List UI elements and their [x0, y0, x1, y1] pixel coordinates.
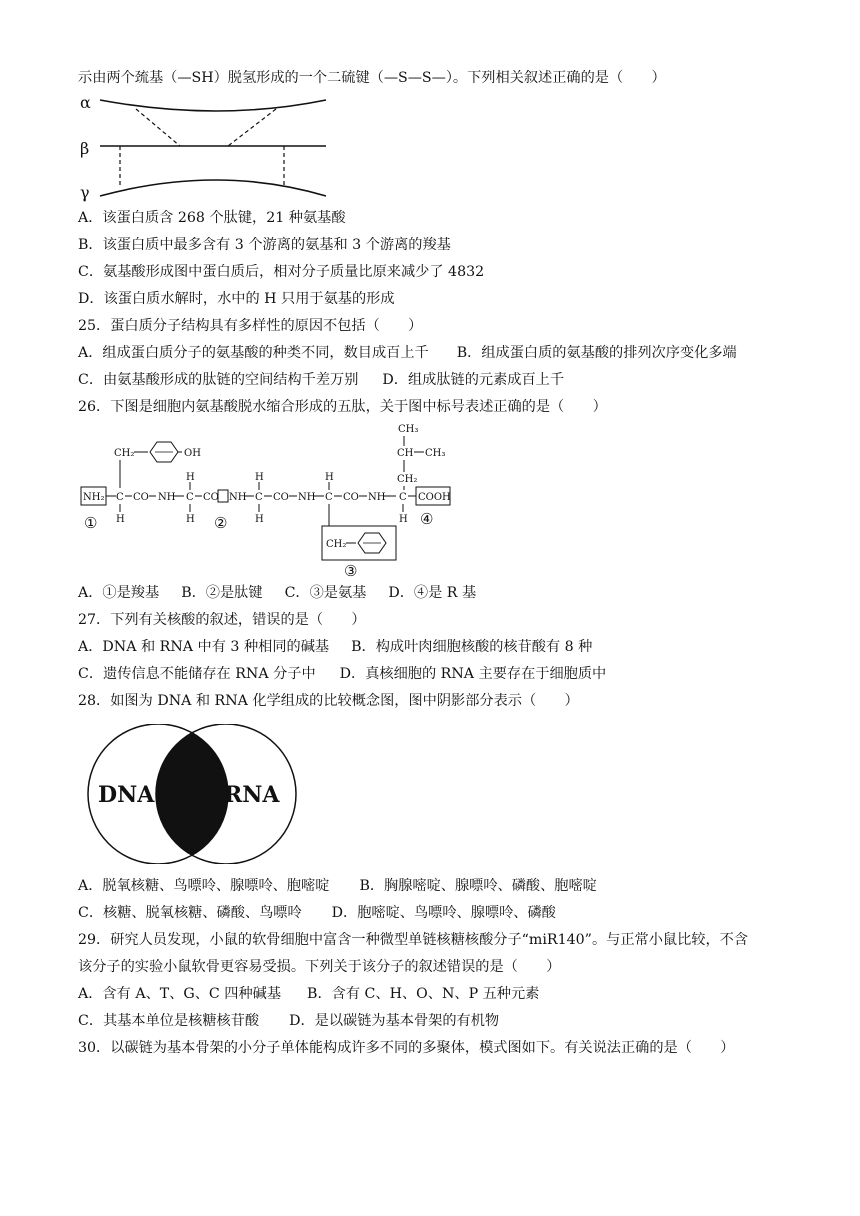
- ch2-label-last: CH₂: [397, 474, 418, 485]
- q30-stem: 30．以碳链为基本骨架的小分子单体能构成许多不同的多聚体，模式图如下。有关说法正确的是（ ）: [78, 1040, 735, 1056]
- venn-label-dna: DNA: [98, 782, 155, 808]
- nh-group: NH: [158, 492, 176, 503]
- chain-label-alpha: α: [80, 93, 91, 112]
- q27-option-a: A．DNA 和 RNA 中有 3 种相同的碱基: [78, 639, 330, 655]
- chain-label-beta: β: [80, 139, 90, 158]
- h-atom: H: [255, 472, 264, 483]
- q28-option-b: B．胸腺嘧啶、腺嘌呤、磷酸、胞嘧啶: [359, 878, 597, 894]
- q27-option-d: D．真核细胞的 RNA 主要存在于细胞质中: [339, 666, 607, 682]
- h-atom: H: [399, 514, 408, 525]
- alpha-carbon: C: [116, 492, 124, 503]
- q28-venn-diagram: [78, 724, 318, 864]
- h-atom: H: [325, 472, 334, 483]
- q28-options-row2: [78, 903, 556, 923]
- h-atom: H: [255, 514, 264, 525]
- disulfide-bond: [136, 109, 180, 146]
- q25-option-c: C．由氨基酸形成的肽链的空间结构千差万别: [78, 372, 359, 388]
- alpha-carbon: C: [325, 492, 333, 503]
- marker-box-2: [218, 490, 228, 502]
- marker-3: ③: [344, 562, 358, 580]
- ch2-label-benzyl: CH₂: [326, 539, 347, 550]
- q27-options-row1: [78, 637, 592, 657]
- marker-2: ②: [214, 514, 228, 532]
- chain-label-gamma: γ: [80, 183, 90, 202]
- marker-4: ④: [420, 510, 434, 528]
- q24-option-c: C．氨基酸形成图中蛋白质后，相对分子质量比原来减少了 4832: [78, 264, 485, 280]
- q24-stem: 示由两个巯基（—SH）脱氢形成的一个二硫键（—S—S—）。下列相关叙述正确的是（ ）: [78, 70, 666, 86]
- q27-stem: 27．下列有关核酸的叙述，错误的是（ ）: [78, 612, 366, 628]
- alpha-chain: [100, 100, 326, 111]
- ch2-label: CH₂: [114, 448, 135, 459]
- q25-stem: 25．蛋白质分子结构具有多样性的原因不包括（ ）: [78, 318, 423, 334]
- q27-option-b: B．构成叶肉细胞核酸的核苷酸有 8 种: [351, 639, 593, 655]
- q29-options-row2: [78, 1011, 499, 1031]
- disulfide-bond: [228, 109, 276, 146]
- q28-stem: 28．如图为 DNA 和 RNA 化学组成的比较概念图，图中阴影部分表示（ ）: [78, 693, 579, 709]
- venn-label-rna: RNA: [224, 782, 280, 808]
- h-atom: H: [186, 514, 195, 525]
- ch3-label-side: CH₃: [425, 448, 446, 459]
- gamma-chain: [100, 180, 326, 196]
- h-atom: H: [116, 514, 125, 525]
- q28-option-a: A．脱氧核糖、鸟嘌呤、腺嘌呤、胞嘧啶: [78, 878, 330, 894]
- q26-option-c: C．③是氨基: [284, 585, 367, 601]
- q28-option-c: C．核糖、脱氧核糖、磷酸、鸟嘌呤: [78, 905, 302, 921]
- q26-option-a: A．①是羧基: [78, 585, 160, 601]
- q26-option-d: D．④是 R 基: [388, 585, 477, 601]
- q26-pentapeptide-diagram: [78, 420, 458, 580]
- q25-option-d: D．组成肽链的元素成百上千: [382, 372, 565, 388]
- q25-options-row2: [78, 370, 564, 390]
- q29-option-c: C．其基本单位是核糖核苷酸: [78, 1013, 260, 1029]
- nh2-label: NH₂: [83, 492, 105, 503]
- co-group: CO: [343, 492, 359, 503]
- q29-option-a: A．含有 A、T、G、C 四种碱基: [78, 986, 282, 1002]
- q24-option-b: B．该蛋白质中最多含有 3 个游离的氨基和 3 个游离的羧基: [78, 237, 451, 253]
- alpha-carbon: C: [399, 492, 407, 503]
- co-group: CO: [203, 492, 219, 503]
- h-atom: H: [186, 472, 195, 483]
- q26-options: [78, 583, 476, 603]
- q24-option-d: D．该蛋白质水解时，水中的 H 只用于氨基的形成: [78, 291, 395, 307]
- nh-group: NH: [229, 492, 247, 503]
- q24-option-a: A．该蛋白质含 268 个肽键，21 种氨基酸: [78, 210, 346, 226]
- co-group: CO: [273, 492, 289, 503]
- q29-option-d: D．是以碳链为基本骨架的有机物: [289, 1013, 500, 1029]
- ch-label: CH: [397, 448, 414, 459]
- nh-group: NH: [368, 492, 386, 503]
- ch3-label-top: CH₃: [398, 424, 419, 435]
- marker-1: ①: [84, 514, 98, 532]
- q28-option-d: D．胞嘧啶、鸟嘌呤、腺嘌呤、磷酸: [331, 905, 556, 921]
- q27-options-row2: [78, 664, 606, 684]
- q29-stem-line2: 该分子的实验小鼠软骨更容易受损。下列关于该分子的叙述错误的是（ ）: [78, 959, 561, 975]
- alpha-carbon: C: [186, 492, 194, 503]
- q26-option-b: B．②是肽键: [181, 585, 263, 601]
- q25-options-row1: [78, 343, 737, 363]
- q29-stem-line1: 29．研究人员发现，小鼠的软骨细胞中富含一种微型单链核糖核酸分子“miR140”。与正常小鼠比较，不含: [78, 932, 749, 948]
- q25-option-b: B．组成蛋白质的氨基酸的排列次序变化多端: [456, 345, 737, 361]
- q29-option-b: B．含有 C、H、O、N、P 五种元素: [307, 986, 540, 1002]
- co-group: CO: [133, 492, 149, 503]
- alpha-carbon: C: [255, 492, 263, 503]
- nh-group: NH: [298, 492, 316, 503]
- q29-options-row1: [78, 984, 539, 1004]
- q25-option-a: A．组成蛋白质分子的氨基酸的种类不同，数目成百上千: [78, 345, 429, 361]
- q28-options-row1: [78, 876, 597, 896]
- cooh-label: COOH: [418, 492, 451, 503]
- oh-label: OH: [184, 448, 201, 459]
- q26-stem: 26．下图是细胞内氨基酸脱水缩合形成的五肽，关于图中标号表述正确的是（ ）: [78, 399, 607, 415]
- q24-protein-diagram: [78, 92, 338, 204]
- q27-option-c: C．遗传信息不能储存在 RNA 分子中: [78, 666, 316, 682]
